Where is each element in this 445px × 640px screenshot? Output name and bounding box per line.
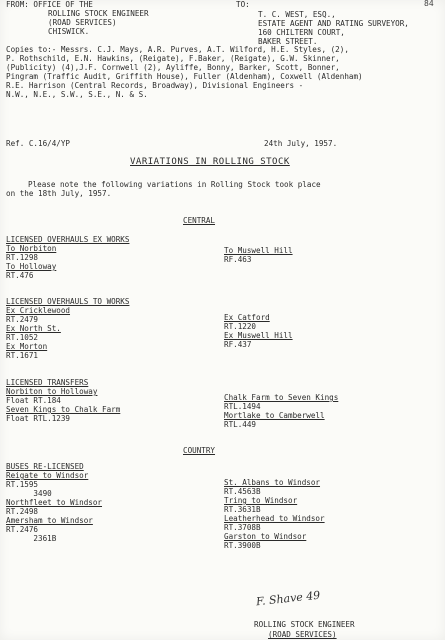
- country-heading: COUNTRY: [183, 446, 216, 455]
- route: Ex Cricklewood: [6, 306, 71, 315]
- to-line: 160 CHILTERN COURT,: [258, 28, 345, 37]
- route: Leatherhead to Windsor: [224, 514, 325, 523]
- intro-line: Please note the following variations in Rolling Stock took place: [28, 180, 321, 189]
- route: Mortlake to Camberwell: [224, 411, 325, 420]
- route: To Muswell Hill: [224, 246, 293, 255]
- to-block: [258, 10, 409, 46]
- vehicle: RT.3900B: [224, 541, 261, 550]
- transfers-heading: LICENSED TRANSFERS: [6, 378, 89, 387]
- relicensed-left: [6, 471, 102, 543]
- vehicle: 2361B: [6, 534, 57, 543]
- vehicle: Float RT.184: [6, 396, 61, 405]
- page-number: 84: [424, 0, 434, 8]
- to-line: T. C. WEST, ESQ.,: [258, 10, 336, 19]
- from-block: [6, 0, 149, 36]
- vehicle: RT.1298: [6, 253, 39, 262]
- signature-subtitle: (ROAD SERVICES): [268, 630, 337, 639]
- vehicle: 3490: [6, 489, 52, 498]
- route: Seven Kings to Chalk Farm: [6, 405, 121, 414]
- vehicle: RT.4563B: [224, 487, 261, 496]
- route: Tring to Windsor: [224, 496, 298, 505]
- vehicle: RTL.449: [224, 420, 257, 429]
- copies-line: Pingram (Traffic Audit, Griffith House), Fuller (Aldenham), Coxwell (Aldenham): [6, 72, 363, 81]
- route: To Norbiton: [6, 244, 57, 253]
- copies-line: N.W., N.E., S.W., S.E., N. & S.: [6, 90, 148, 99]
- from-line: (ROAD SERVICES): [48, 18, 117, 27]
- from-line: ROLLING STOCK ENGINEER: [48, 9, 149, 18]
- vehicle: RT.1052: [6, 333, 39, 342]
- transfers-right: [224, 393, 338, 429]
- route: Ex North St.: [6, 324, 61, 333]
- to-line: BAKER STREET.: [258, 37, 318, 46]
- from-line: FROM: OFFICE OF THE: [6, 0, 93, 9]
- intro-line: on the 18th July, 1957.: [6, 189, 112, 198]
- overhauls-to-heading: LICENSED OVERHAULS TO WORKS: [6, 297, 130, 306]
- route: Norbiton to Holloway: [6, 387, 98, 396]
- route: Garston to Windsor: [224, 532, 307, 541]
- date: 24th July, 1957.: [264, 139, 338, 148]
- copies-line: P. Rothschild, E.N. Hawkins, (Reigate), F.Baker, (Reigate), G.W. Skinner,: [6, 54, 340, 63]
- relicensed-right: [224, 478, 325, 550]
- route: Reigate to Windsor: [6, 471, 89, 480]
- route: Ex Muswell Hill: [224, 331, 293, 340]
- central-heading: CENTRAL: [183, 216, 216, 225]
- vehicle: RT.2498: [6, 507, 39, 516]
- vehicle: RT.1220: [224, 322, 257, 331]
- route: St. Albans to Windsor: [224, 478, 321, 487]
- overhauls-to-left: [6, 306, 70, 360]
- vehicle: RT.2476: [6, 525, 39, 534]
- vehicle: RTL.1494: [224, 402, 261, 411]
- handwritten-signature: F. Shave 49: [255, 588, 321, 609]
- vehicle: Float RTL.1239: [6, 414, 71, 423]
- reference: Ref. C.16/4/YP: [6, 139, 71, 148]
- vehicle: RT.2479: [6, 315, 39, 324]
- to-label: TO:: [236, 0, 250, 9]
- route: Northfleet to Windsor: [6, 498, 103, 507]
- signature-title: ROLLING STOCK ENGINEER: [254, 620, 355, 629]
- route: Amersham to Windsor: [6, 516, 93, 525]
- copies-line: Copies to:- Messrs. C.J. Mays, A.R. Purves, A.T. Wilford, H.E. Styles, (2),: [6, 45, 349, 54]
- transfers-left: [6, 387, 120, 423]
- overhauls-ex-left: [6, 244, 56, 280]
- vehicle: RT.476: [6, 271, 34, 280]
- vehicle: RT.3708B: [224, 523, 261, 532]
- relicensed-heading: BUSES RE-LICENSED: [6, 462, 84, 471]
- document-title: VARIATIONS IN ROLLING STOCK: [130, 157, 290, 167]
- copies-line: R.E. Harrison (Central Records, Broadway), Divisional Engineers -: [6, 81, 304, 90]
- from-line: CHISWICK.: [48, 27, 90, 36]
- copies-block: [6, 45, 363, 99]
- overhauls-to-right: [224, 313, 293, 349]
- overhauls-ex-right: [224, 246, 293, 264]
- overhauls-ex-heading: LICENSED OVERHAULS EX WORKS: [6, 235, 130, 244]
- vehicle: RT.3631B: [224, 505, 261, 514]
- vehicle: RT.1671: [6, 351, 39, 360]
- vehicle: RT.1595: [6, 480, 39, 489]
- to-line: ESTATE AGENT AND RATING SURVEYOR,: [258, 19, 409, 28]
- vehicle: RF.463: [224, 255, 252, 264]
- vehicle: RF.437: [224, 340, 252, 349]
- copies-line: (Publicity) (4),J.F. Cornwell (2), Ayliffe, Bonny, Barker, Scott, Bonner,: [6, 63, 340, 72]
- route: Ex Catford: [224, 313, 270, 322]
- route: Chalk Farm to Seven Kings: [224, 393, 339, 402]
- route: To Holloway: [6, 262, 57, 271]
- route: Ex Morton: [6, 342, 48, 351]
- intro: [6, 180, 321, 198]
